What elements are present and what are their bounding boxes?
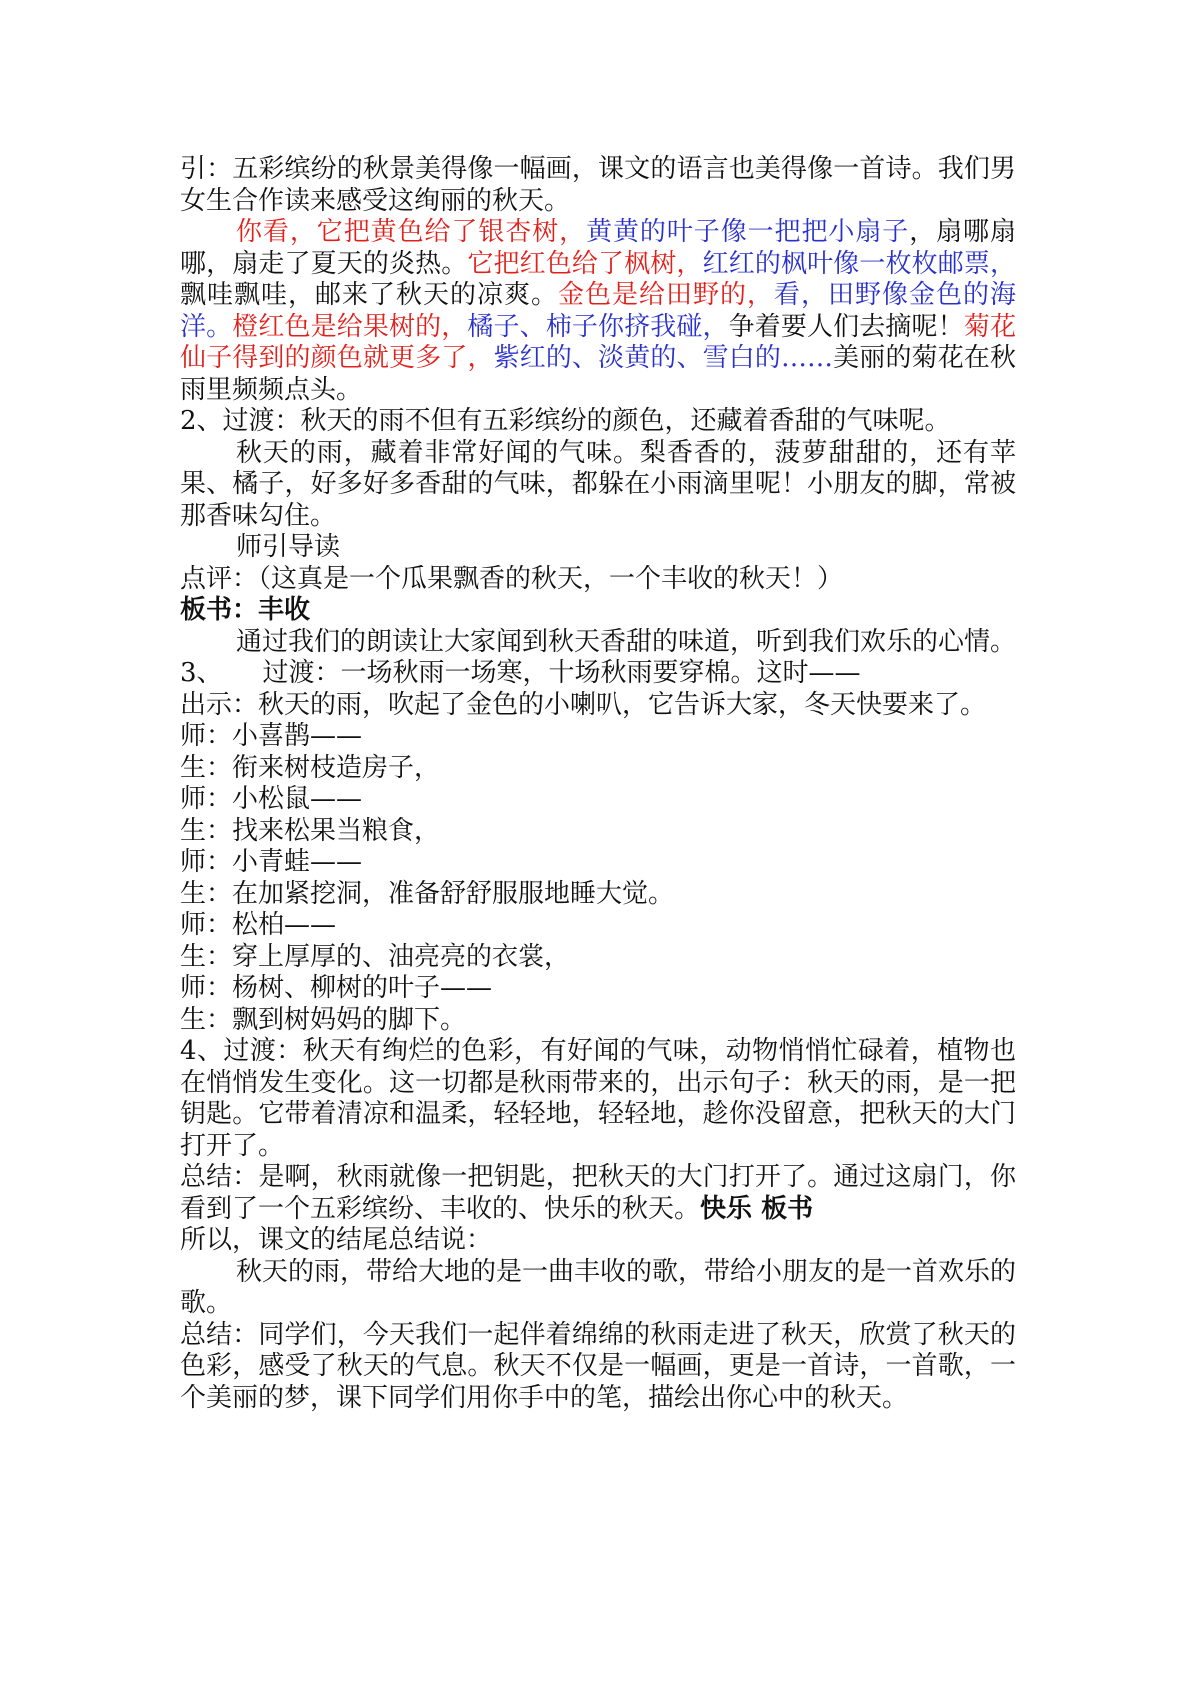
paragraph-reading-feel bbox=[180, 627, 1016, 659]
paragraph-transition-3 bbox=[180, 658, 1016, 690]
text-run: 看，田野像金色的海洋。 bbox=[180, 280, 1016, 342]
text-run: 快乐 板书 bbox=[700, 1193, 814, 1224]
paragraph-s3 bbox=[180, 879, 1016, 911]
paragraph-summary-final bbox=[180, 1320, 1016, 1415]
paragraph-s4 bbox=[180, 942, 1016, 974]
paragraph-transition-2 bbox=[180, 406, 1016, 438]
text-run: 争着要人们去摘呢！ bbox=[728, 311, 964, 342]
paragraph-t4 bbox=[180, 910, 1016, 942]
text-run: 菊花仙子得到的颜色就更多了， bbox=[180, 311, 1016, 373]
text-run: 点评：（这真是一个瓜果飘香的秋天，一个丰收的秋天！） bbox=[180, 563, 844, 594]
text-run: 师：杨树、柳树的叶子—— bbox=[180, 973, 493, 1003]
paragraph-s5 bbox=[180, 1005, 1016, 1037]
paragraph-board-harvest bbox=[180, 595, 1016, 627]
text-run: 你看，它把黄色给了银杏树， bbox=[236, 217, 587, 247]
text-run: 师：小松鼠—— bbox=[180, 784, 363, 814]
paragraph-t5 bbox=[180, 973, 1016, 1005]
text-run: 过渡：一场秋雨一场寒，十场秋雨要穿棉。这时—— bbox=[262, 658, 861, 688]
paragraph-smell bbox=[180, 438, 1016, 533]
paragraph-intro bbox=[180, 154, 1016, 217]
text-run: 3、 bbox=[180, 658, 223, 688]
text-run: 橙红色是给果树的， bbox=[232, 311, 468, 342]
paragraph-t2 bbox=[180, 784, 1016, 816]
paragraph-s1 bbox=[180, 753, 1016, 785]
text-run: 总结：同学们，今天我们一起伴着绵绵的秋雨走进了秋天，欣赏了秋天的色彩，感受了秋天的气息。秋天不仅是一幅画，更是一首诗，一首歌，一个美丽的梦，课下同学们用你手中的笔，描绘出你心中的秋天。 bbox=[180, 1319, 1016, 1413]
text-run: 秋天的雨，带给大地的是一曲丰收的歌，带给小朋友的是一首欢乐的歌。 bbox=[180, 1256, 1017, 1318]
text-run: 出示：秋天的雨，吹起了金色的小喇叭，它告诉大家，冬天快要来了。 bbox=[180, 689, 987, 720]
paragraph-teacher-guide bbox=[180, 532, 1016, 564]
text-run: 通过我们的朗读让大家闻到秋天香甜的味道，听到我们欢乐的心情。 bbox=[236, 626, 1017, 657]
text-run: 生：在加紧挖洞，准备舒舒服服地睡大觉。 bbox=[180, 878, 675, 909]
text-run: 紫红的、淡黄的、雪白的…… bbox=[493, 343, 834, 373]
lesson-plan-text bbox=[180, 154, 1016, 1414]
paragraph-t3 bbox=[180, 847, 1016, 879]
paragraph-transition-4 bbox=[180, 1036, 1016, 1162]
text-run: 引：五彩缤纷的秋景美得像一幅画，课文的语言也美得像一首诗。我们男女生合作读来感受这绚丽的秋天。 bbox=[180, 154, 1016, 216]
text-run: 飘哇飘哇，邮来了秋天的凉爽。 bbox=[180, 280, 558, 310]
text-run: 红红的枫叶像一枚枚邮票， bbox=[702, 248, 1016, 279]
text-run: 生：飘到树妈妈的脚下。 bbox=[180, 1004, 467, 1035]
text-run: 师：小青蛙—— bbox=[180, 847, 363, 877]
text-run: ，扇哪扇哪，扇走了夏天的炎热。 bbox=[180, 217, 1016, 279]
text-run: 总结：是啊，秋雨就像一把钥匙，把秋天的大门打开了。通过这扇门，你看到了一个五彩缤纷、丰收的、快乐的秋天。 bbox=[180, 1162, 1016, 1224]
paragraph-s2 bbox=[180, 816, 1016, 848]
text-run: 师引导读 bbox=[236, 532, 341, 562]
paragraph-ending-text bbox=[180, 1257, 1016, 1320]
text-run: 金色是给田野的， bbox=[557, 280, 774, 310]
text-run: 生：衔来树枝造房子， bbox=[180, 752, 441, 783]
text-run: 生：找来松果当粮食， bbox=[180, 815, 441, 846]
text-run: 生：穿上厚厚的、油亮亮的衣裳， bbox=[180, 941, 571, 972]
text-run: 师：小喜鹊—— bbox=[180, 721, 363, 751]
paragraph-t1 bbox=[180, 721, 1016, 753]
text-run: 板书：丰收 bbox=[180, 595, 311, 625]
text-run: 黄黄的叶子像一把把小扇子 bbox=[586, 217, 910, 247]
paragraph-poem-colors bbox=[180, 217, 1016, 406]
paragraph-show-trumpet bbox=[180, 690, 1016, 722]
text-run: 它把红色给了枫树， bbox=[467, 248, 703, 279]
text-run: 2、过渡：秋天的雨不但有五彩缤纷的颜色，还藏着香甜的气味呢。 bbox=[180, 406, 951, 436]
text-run: 师：松柏—— bbox=[180, 910, 337, 940]
text-run: 秋天的雨，藏着非常好闻的气味。梨香香的，菠萝甜甜的，还有苹果、橘子，好多好多香甜的气味，都躲在小雨滴里呢！小朋友的脚，常被那香味勾住。 bbox=[180, 437, 1016, 531]
text-run: 美丽的菊花在秋雨里频频点头。 bbox=[180, 343, 1016, 405]
text-run: 橘子、柿子你挤我碰， bbox=[467, 311, 729, 342]
paragraph-summary-key bbox=[180, 1162, 1016, 1225]
text-run: 4、过渡：秋天有绚烂的色彩，有好闻的气味，动物悄悄忙碌着，植物也在悄悄发生变化。这一切都是秋雨带来的，出示句子：秋天的雨，是一把钥匙。它带着清凉和温柔，轻轻地，轻轻地，趁你没留意，把秋天的大门打开了。 bbox=[180, 1036, 1016, 1161]
paragraph-comment bbox=[180, 564, 1016, 596]
text-run: 所以，课文的结尾总结说： bbox=[180, 1225, 493, 1255]
paragraph-ending-intro bbox=[180, 1225, 1016, 1257]
